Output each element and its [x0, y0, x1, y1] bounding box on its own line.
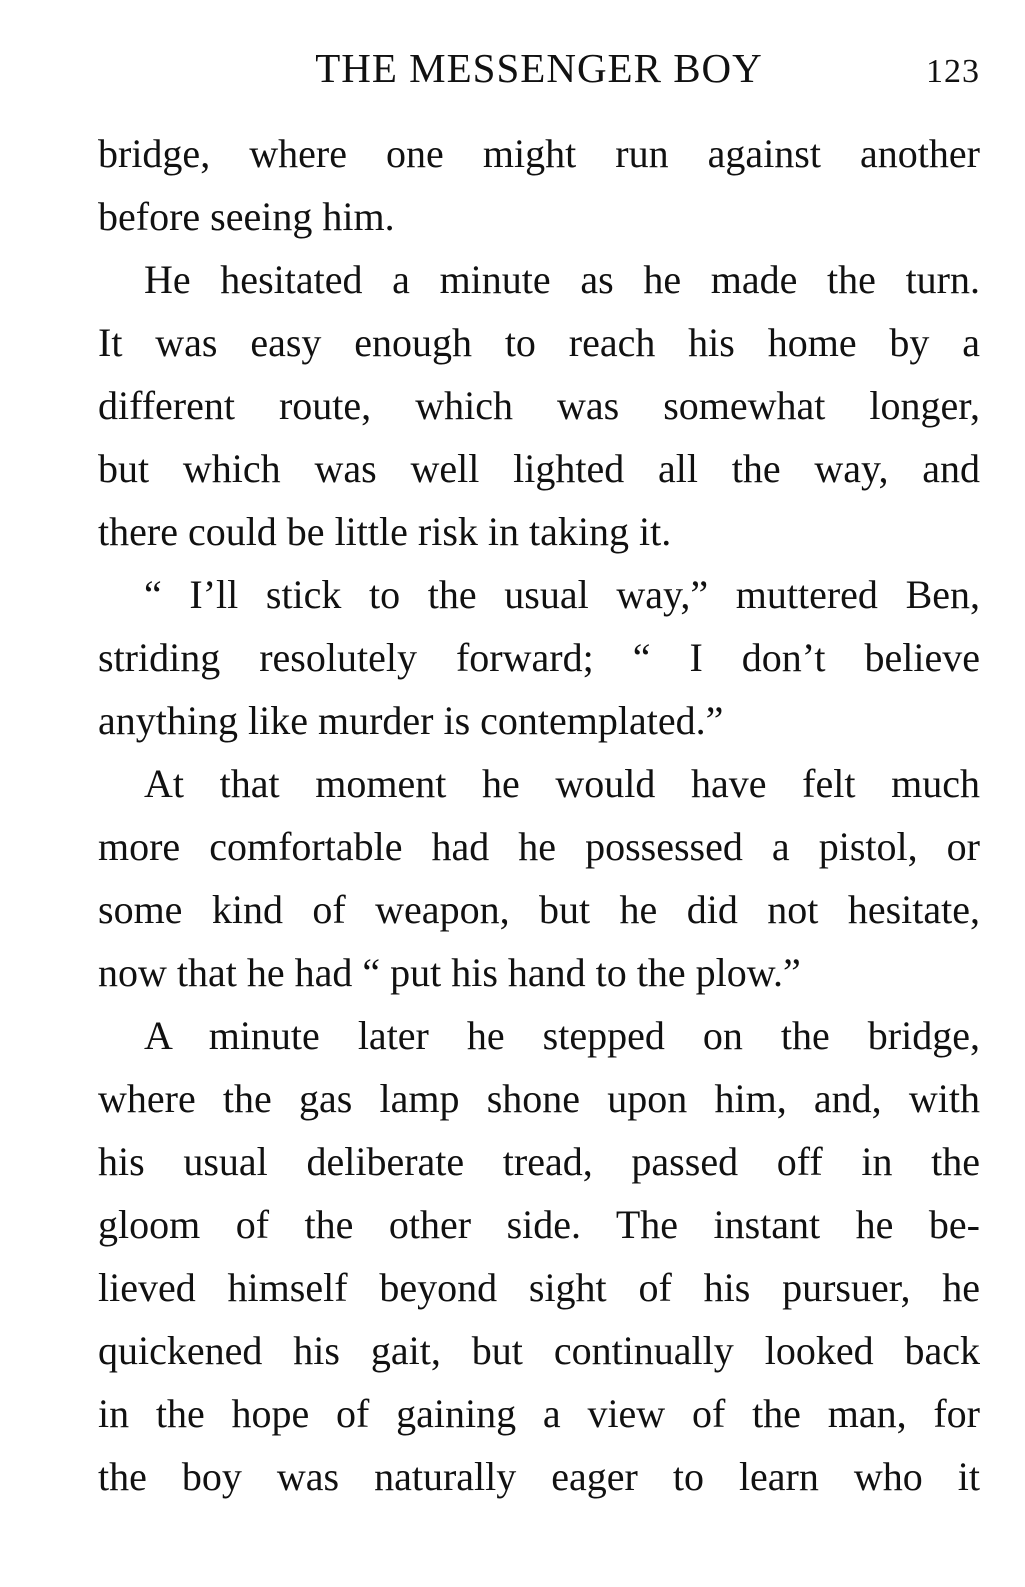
text-line: He hesitated a minute as he made the turn. — [144, 257, 980, 302]
page-number: 123 — [926, 53, 980, 90]
text-line: gloom of the other side. The instant he be- — [98, 1202, 980, 1247]
text-line: before seeing him. — [98, 194, 395, 239]
text-line: now that he had “ put his hand to the plow.” — [98, 950, 801, 995]
text-line: in the hope of gaining a view of the man, for — [98, 1391, 980, 1436]
text-line: where the gas lamp shone upon him, and, with — [98, 1076, 980, 1121]
text-line: A minute later he stepped on the bridge, — [144, 1013, 980, 1058]
text-line: lieved himself beyond sight of his pursuer, he — [98, 1265, 980, 1310]
text-line: quickened his gait, but continually looked back — [98, 1328, 980, 1373]
text-line: anything like murder is contemplated.” — [98, 698, 724, 743]
text-line: At that moment he would have felt much — [144, 761, 980, 806]
text-line: It was easy enough to reach his home by a — [98, 320, 980, 365]
text-line: “ I’ll stick to the usual way,” muttered Ben, — [144, 572, 980, 617]
text-line: bridge, where one might run against another — [98, 131, 980, 176]
running-title: THE MESSENGER BOY — [315, 45, 763, 91]
text-line: the boy was naturally eager to learn who it — [98, 1454, 980, 1499]
text-line: more comfortable had he possessed a pistol, or — [98, 824, 980, 869]
text-line: different route, which was somewhat longer, — [98, 383, 980, 428]
text-line: his usual deliberate tread, passed off in the — [98, 1139, 980, 1184]
text-line: there could be little risk in taking it. — [98, 509, 672, 554]
text-line: but which was well lighted all the way, and — [98, 446, 980, 491]
body-text — [98, 122, 980, 1508]
text-line: striding resolutely forward; “ I don’t believe — [98, 635, 980, 680]
page-header — [98, 38, 980, 98]
text-line: some kind of weapon, but he did not hesitate, — [98, 887, 980, 932]
